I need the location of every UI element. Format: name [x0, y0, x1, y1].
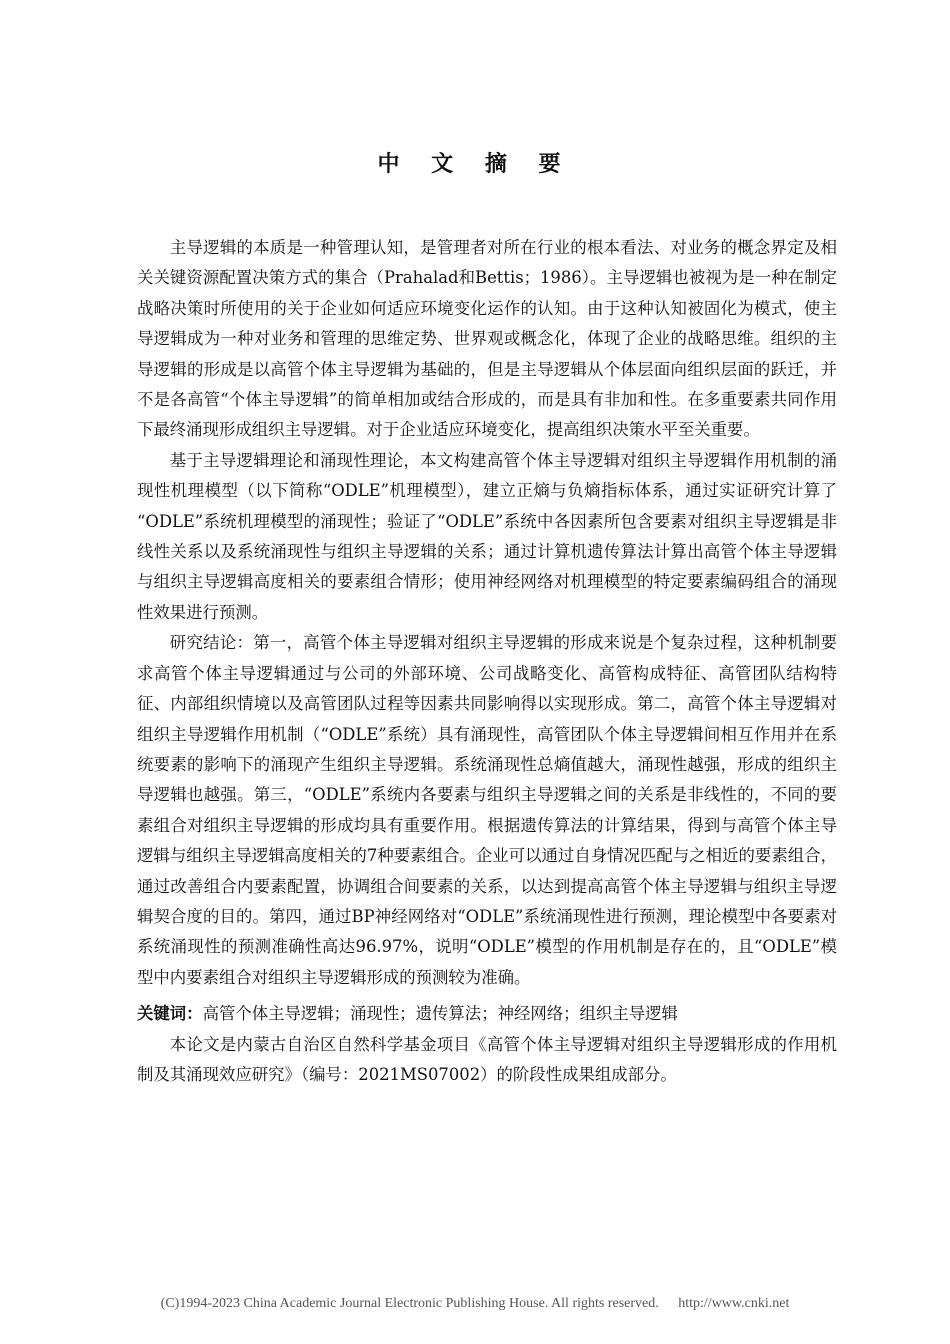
copyright-text: (C)1994-2023 China Academic Journal Electronic Publishing House. All rights reserved.: [160, 1296, 659, 1311]
abstract-paragraph-1: 主导逻辑的本质是一种管理认知，是管理者对所在行业的根本看法、对业务的概念界定及相关关键资源配置决策方式的集合（Prahalad和Bettis；1986）。主导逻辑也被视为是一种在制定战略决策时所使用的关于企业如何适应环境变化运作的认知。由于这种认知被固化为模式，使主导逻辑成为一种对业务和管理的思维定势、世界观或概念化，体现了企业的战略思维。组织的主导逻辑的形成是以高管个体主导逻辑为基础的，但是主导逻辑从个体层面向组织层面的跃迁，并不是各高管“个体主导逻辑”的简单相加或结合形成的，而是具有非加和性。在多重要素共同作用下最终涌现形成组织主导逻辑。对于企业适应环境变化，提高组织决策水平至关重要。: [137, 238, 837, 440]
page-footer: [0, 1296, 950, 1312]
abstract-paragraph-3: 研究结论：第一，高管个体主导逻辑对组织主导逻辑的形成来说是个复杂过程，这种机制要求高管个体主导逻辑通过与公司的外部环境、公司战略变化、高管构成特征、高管团队结构特征、内部组织情境以及高管团队过程等因素共同影响得以实现形成。第二，高管个体主导逻辑对组织主导逻辑作用机制（“ODLE”系统）具有涌现性，高管团队个体主导逻辑间相互作用并在系统要素的影响下的涌现产生组织主导逻辑。系统涌现性总熵值越大，涌现性越强，形成的组织主导逻辑也越强。第三，“ODLE”系统内各要素与组织主导逻辑之间的关系是非线性的，不同的要素组合对组织主导逻辑的形成均具有重要作用。根据遗传算法的计算结果，得到与高管个体主导逻辑与组织主导逻辑高度相关的7种要素组合。企业可以通过自身情况匹配与之相近的要素组合，通过改善组合内要素配置，协调组合间要素的关系，以达到提高高管个体主导逻辑与组织主导逻辑契合度的目的。第四，通过BP神经网络对“ODLE”系统涌现性进行预测，理论模型中各要素对系统涌现性的预测准确性高达96.97%，说明“ODLE”模型的作用机制是存在的，且“ODLE”模型中内要素组合对组织主导逻辑形成的预测较为准确。: [137, 633, 837, 987]
keywords-line: [137, 999, 837, 1029]
funding-note: 本论文是内蒙古自治区自然科学基金项目《高管个体主导逻辑对组织主导逻辑形成的作用机制及其涌现效应研究》（编号：2021MS07002）的阶段性成果组成部分。: [137, 1034, 837, 1084]
cnki-url: http://www.cnki.net: [678, 1296, 790, 1311]
abstract-body: [137, 233, 837, 1090]
keywords-label: 关键词：: [137, 1004, 203, 1024]
abstract-paragraph-2: 基于主导逻辑理论和涌现性理论，本文构建高管个体主导逻辑对组织主导逻辑作用机制的涌现性机理模型（以下简称“ODLE”机理模型），建立正熵与负熵指标体系，通过实证研究计算了 “ODLE”系统机理模型的涌现性；验证了“ODLE”系统中各因素所包含要素对组织主导逻辑是非线性关系以及系统涌现性与组织主导逻辑的关系；通过计算机遗传算法计算出高管个体主导逻辑与组织主导逻辑高度相关的要素组合情形；使用神经网络对机理模型的特定要素编码组合的涌现性效果进行预测。: [137, 450, 837, 622]
keywords-text: 高管个体主导逻辑；涌现性；遗传算法；神经网络；组织主导逻辑: [202, 1004, 678, 1024]
page-title: 中 文 摘 要: [377, 152, 573, 177]
